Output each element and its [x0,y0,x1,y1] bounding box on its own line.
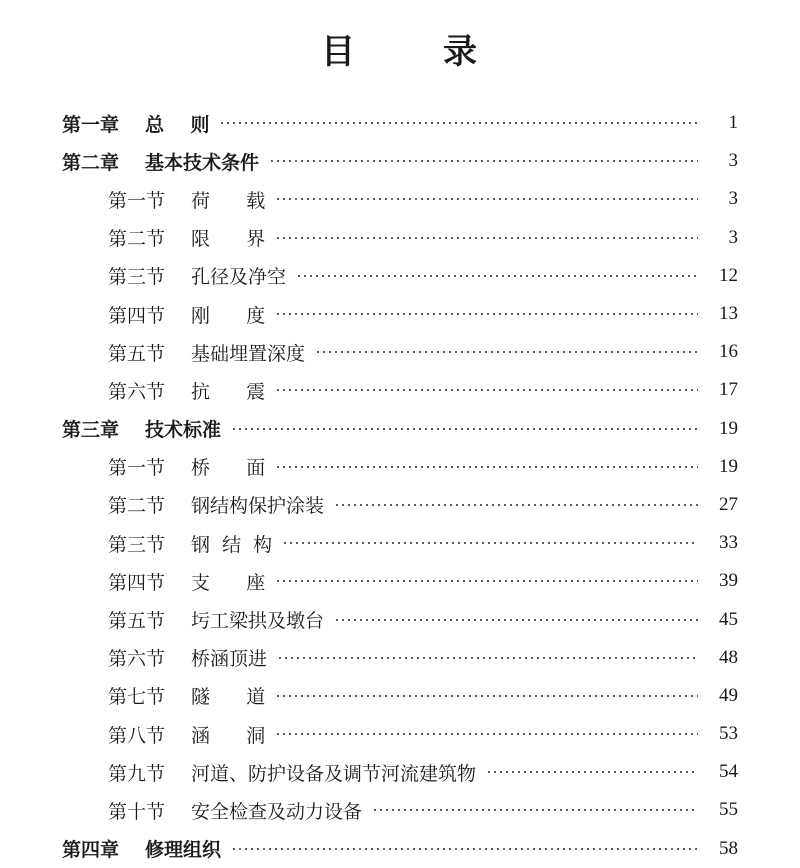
toc-section-entry [0,180,800,218]
entry-title: 限 界 [191,228,266,251]
page-number: 19 [719,417,738,439]
entry-number: 第一节 [108,189,166,212]
page-number: 33 [719,532,738,554]
leader-dots [275,465,698,469]
entry-title: 刚 度 [191,304,266,327]
entry-number: 第四节 [108,571,166,594]
entry-title: 桥涵顶进 [191,648,268,671]
entry-number: 第十节 [108,800,166,823]
table-of-contents [0,104,800,868]
toc-section-entry [0,371,800,409]
toc-section-entry [0,639,800,677]
entry-title: 孔径及净空 [191,266,287,289]
entry-title: 钢 结 构 [191,533,273,556]
page-number: 12 [719,264,738,286]
toc-section-entry [0,448,800,486]
entry-title: 技术标准 [145,419,222,442]
entry-title: 基础埋置深度 [191,342,306,365]
entry-number: 第一节 [108,457,166,480]
page-number: 17 [719,379,738,401]
entry-title: 钢结构保护涂装 [191,495,325,518]
entry-title: 圬工梁拱及墩台 [191,610,325,633]
page-number: 3 [728,188,738,210]
toc-section-entry [0,295,800,333]
leader-dots [275,236,698,240]
leader-dots [275,197,698,201]
page-number: 27 [719,493,738,515]
entry-title: 河道、防护设备及调节河流建筑物 [191,762,477,785]
toc-section-entry [0,219,800,257]
page-number: 13 [719,303,738,325]
entry-number: 第四章 [62,839,120,862]
page-title [0,24,800,73]
leader-dots [277,656,698,660]
entry-number: 第四节 [108,304,166,327]
toc-section-entry [0,562,800,600]
toc-section-entry [0,257,800,295]
entry-title: 涵 洞 [191,724,266,747]
leader-dots [334,618,698,622]
page-number: 39 [719,570,738,592]
toc-chapter-entry [0,104,800,142]
toc-chapter-entry [0,830,800,868]
entry-title: 抗 震 [191,380,266,403]
entry-number: 第三节 [108,533,166,556]
page-number: 3 [728,150,738,172]
leader-dots [231,427,698,431]
title-char-1: 目 [321,32,357,72]
entry-number: 第六节 [108,380,166,403]
toc-section-entry [0,333,800,371]
page-number: 3 [728,226,738,248]
leader-dots [231,847,698,851]
leader-dots [219,121,698,125]
toc-chapter-entry [0,142,800,180]
entry-number: 第七节 [108,686,166,709]
leader-dots [275,388,698,392]
title-char-2: 录 [443,32,479,72]
leader-dots [269,159,698,163]
page-number: 16 [719,341,738,363]
entry-number: 第三节 [108,266,166,289]
toc-section-entry [0,677,800,715]
entry-number: 第三章 [62,419,120,442]
entry-number: 第五节 [108,610,166,633]
entry-number: 第一章 [62,113,120,136]
entry-title: 支 座 [191,571,266,594]
toc-section-entry [0,753,800,791]
entry-number: 第六节 [108,648,166,671]
toc-section-entry [0,600,800,638]
toc-section-entry [0,791,800,829]
toc-section-entry [0,486,800,524]
entry-title: 修理组织 [145,839,222,862]
entry-title: 桥 面 [191,457,266,480]
entry-title: 总 则 [145,113,210,136]
page-number: 58 [719,837,738,859]
leader-dots [372,808,698,812]
page-number: 53 [719,723,738,745]
page-number: 48 [719,646,738,668]
leader-dots [282,541,698,545]
entry-title: 安全检查及动力设备 [191,800,363,823]
toc-chapter-entry [0,410,800,448]
entry-number: 第八节 [108,724,166,747]
entry-number: 第五节 [108,342,166,365]
leader-dots [275,312,698,316]
page-number: 54 [719,761,738,783]
entry-number: 第二章 [62,151,120,174]
entry-number: 第二节 [108,228,166,251]
page-number: 55 [719,799,738,821]
entry-title: 基本技术条件 [145,151,260,174]
entry-title: 隧 道 [191,686,266,709]
toc-section-entry [0,715,800,753]
page-number: 19 [719,455,738,477]
leader-dots [296,274,698,278]
leader-dots [486,770,698,774]
leader-dots [275,694,698,698]
entry-number: 第九节 [108,762,166,785]
page-number: 49 [719,684,738,706]
page-number: 1 [728,112,738,134]
leader-dots [315,350,698,354]
leader-dots [275,579,698,583]
entry-number: 第二节 [108,495,166,518]
leader-dots [275,732,698,736]
entry-title: 荷 载 [191,189,266,212]
toc-section-entry [0,524,800,562]
page-number: 45 [719,608,738,630]
leader-dots [334,503,698,507]
